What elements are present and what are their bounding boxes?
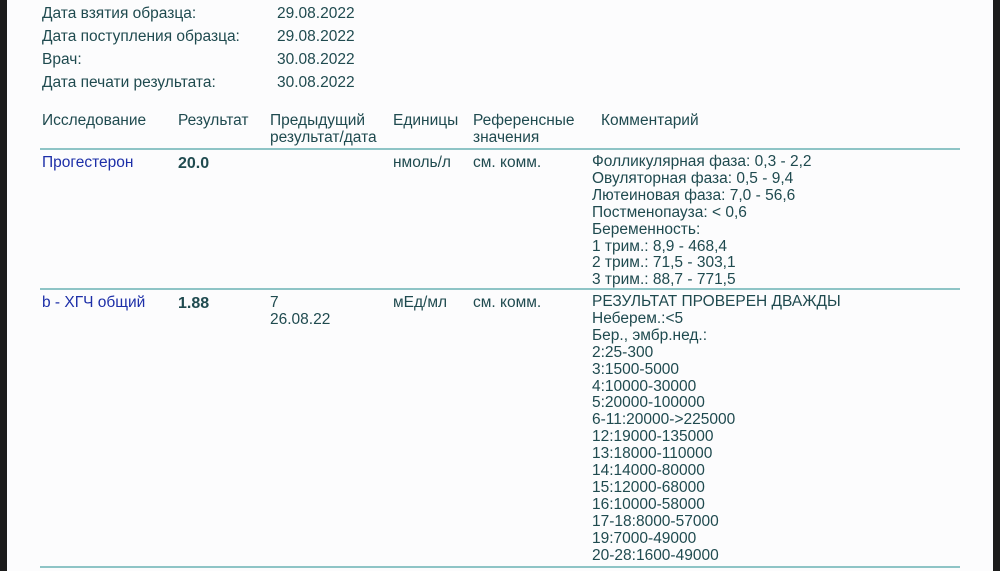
comment-line: Неберем.:<5 xyxy=(592,309,684,327)
test-units: мЕд/мл xyxy=(393,294,448,311)
comment-line: РЕЗУЛЬТАТ ПРОВЕРЕН ДВАЖДЫ xyxy=(592,293,841,310)
comment-line: 6-11:20000->225000 xyxy=(592,411,736,429)
header-reference-line1: Референсные xyxy=(473,112,575,129)
header-previous xyxy=(270,112,377,146)
comment-line: 20-28:1600-49000 xyxy=(592,546,719,564)
comment-line: Беременность: xyxy=(592,220,701,238)
comment-line: Бер., эмбр.нед.: xyxy=(592,326,708,344)
meta-label: Дата взятия образца: xyxy=(42,5,197,22)
comment-line: Постменопауза: < 0,6 xyxy=(592,203,747,221)
header-previous-line1: Предыдущий xyxy=(270,112,366,129)
comment-line: 15:12000-68000 xyxy=(592,478,705,496)
comment-line: 19:7000-49000 xyxy=(592,529,697,547)
comment-line: 13:18000-110000 xyxy=(592,445,713,463)
header-units: Единицы xyxy=(393,112,459,129)
header-comment: Комментарий xyxy=(601,112,699,129)
test-result: 1.88 xyxy=(178,295,210,312)
meta-label: Дата поступления образца: xyxy=(42,28,240,45)
comment-line: 5:20000-100000 xyxy=(592,394,705,412)
comment-line: 17-18:8000-57000 xyxy=(592,512,719,530)
meta-label: Дата печати результата: xyxy=(42,74,216,91)
test-result: 20.0 xyxy=(178,155,210,172)
comment-line: 16:10000-58000 xyxy=(592,495,705,513)
comment-line: 2 трим.: 71,5 - 303,1 xyxy=(592,254,736,272)
header-result: Результат xyxy=(178,112,249,129)
comment-line: 14:14000-80000 xyxy=(592,462,705,480)
previous-date: 26.08.22 xyxy=(270,311,331,328)
test-reference: см. комм. xyxy=(473,294,542,311)
comment-line: 4:10000-30000 xyxy=(592,377,697,395)
test-name[interactable]: b - ХГЧ общий xyxy=(42,294,146,311)
divider xyxy=(40,148,960,150)
previous-result xyxy=(270,294,330,328)
meta-value: 29.08.2022 xyxy=(277,28,355,45)
header-reference xyxy=(473,112,575,146)
meta-value: 30.08.2022 xyxy=(277,74,355,91)
test-units: нмоль/л xyxy=(393,154,451,171)
meta-label: Врач: xyxy=(42,51,82,68)
test-reference: см. комм. xyxy=(473,154,542,171)
comment-line: Лютеиновая фаза: 7,0 - 56,6 xyxy=(592,186,796,204)
window-edge-left xyxy=(0,0,7,571)
divider xyxy=(40,288,960,290)
comment-line: 3:1500-5000 xyxy=(592,360,680,378)
window-edge-right xyxy=(993,0,1000,571)
test-comment xyxy=(592,294,841,565)
comment-line: 1 трим.: 8,9 - 468,4 xyxy=(592,237,727,255)
comment-line: 3 трим.: 88,7 - 771,5 xyxy=(592,271,736,289)
test-name[interactable]: Прогестерон xyxy=(42,154,134,171)
header-test: Исследование xyxy=(42,112,147,129)
header-reference-line2: значения xyxy=(473,129,540,146)
comment-line: Овуляторная фаза: 0,5 - 9,4 xyxy=(592,169,794,187)
meta-value: 30.08.2022 xyxy=(277,51,355,68)
previous-value: 7 xyxy=(270,294,279,311)
meta-value: 29.08.2022 xyxy=(277,5,355,22)
test-comment xyxy=(592,154,812,289)
comment-line: 12:19000-135000 xyxy=(592,428,714,446)
comment-line: 2:25-300 xyxy=(592,343,654,361)
comment-line: Фолликулярная фаза: 0,3 - 2,2 xyxy=(592,153,812,170)
divider xyxy=(40,566,960,568)
header-previous-line2: результат/дата xyxy=(270,129,377,146)
